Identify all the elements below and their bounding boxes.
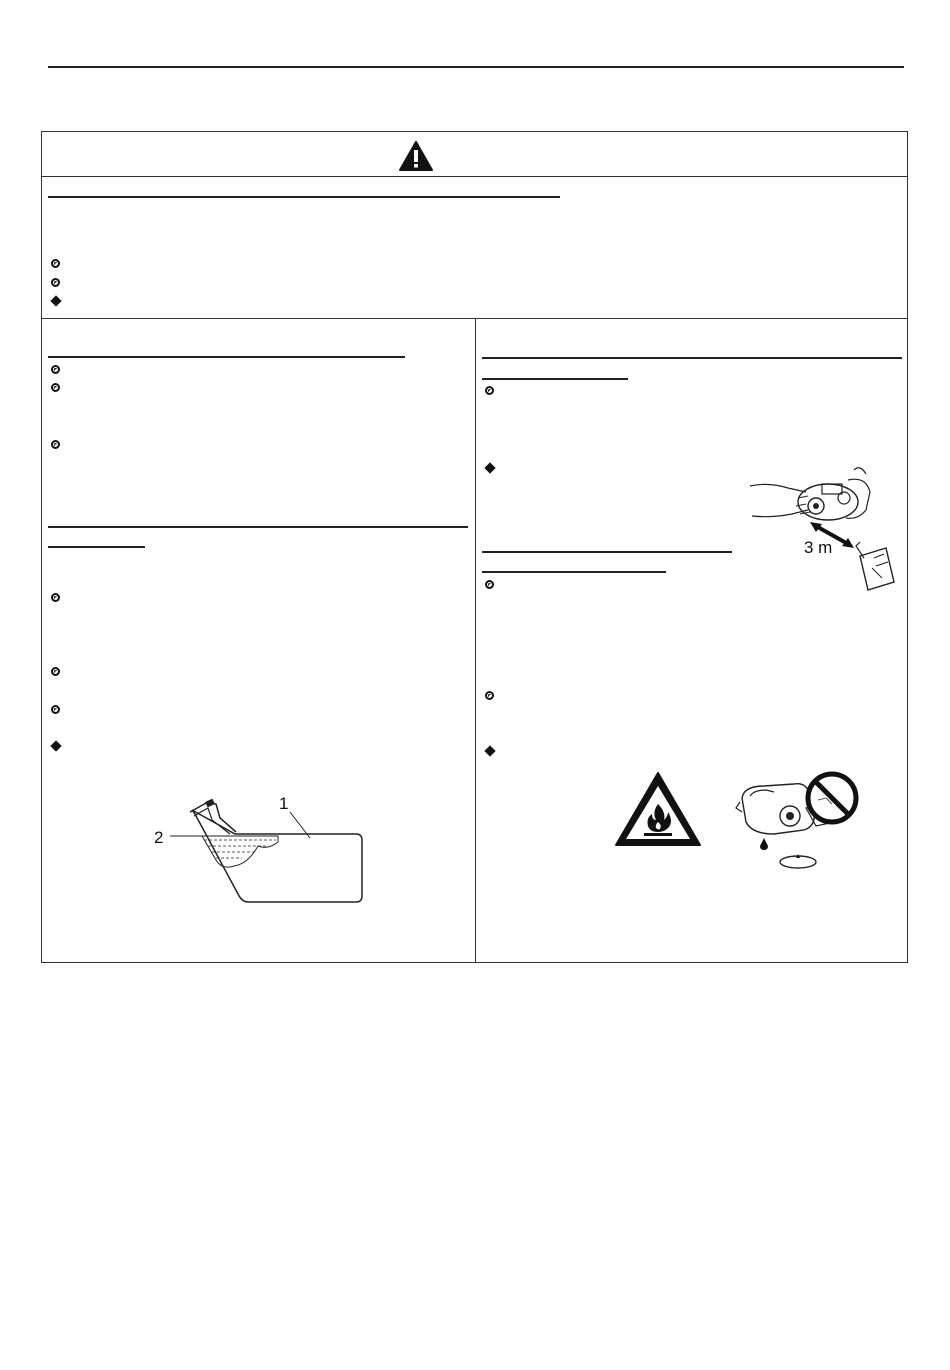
general-heading-rule bbox=[48, 196, 560, 198]
distance-label: 3 m bbox=[804, 538, 833, 557]
circle-bullet-icon bbox=[51, 667, 60, 676]
prohibition-icon bbox=[804, 770, 860, 826]
circle-bullet-icon bbox=[485, 386, 494, 395]
page-top-rule bbox=[48, 66, 904, 68]
circle-bullet-icon bbox=[51, 278, 60, 287]
flammable-warning-icon bbox=[614, 770, 702, 848]
circle-bullet-icon bbox=[485, 580, 494, 589]
tank-label-1: 1 bbox=[279, 794, 289, 813]
circle-bullet-icon bbox=[51, 440, 60, 449]
left-heading-rule-2 bbox=[48, 526, 468, 528]
tank-label-2: 2 bbox=[154, 828, 164, 847]
fuel-tank-diagram bbox=[150, 790, 375, 910]
right-heading-rule-2b bbox=[482, 571, 666, 573]
right-heading-rule-1b bbox=[482, 378, 628, 380]
circle-bullet-icon bbox=[51, 383, 60, 392]
circle-bullet-icon bbox=[51, 705, 60, 714]
warning-triangle-icon bbox=[398, 140, 434, 172]
left-heading-rule-2b bbox=[48, 546, 145, 548]
circle-bullet-icon bbox=[51, 365, 60, 374]
left-heading-rule-1 bbox=[48, 356, 405, 358]
right-heading-rule-1 bbox=[482, 357, 902, 359]
circle-bullet-icon bbox=[485, 691, 494, 700]
circle-bullet-icon bbox=[51, 593, 60, 602]
column-divider bbox=[475, 318, 476, 963]
right-heading-rule-2 bbox=[482, 551, 732, 553]
circle-bullet-icon bbox=[51, 259, 60, 268]
warning-header-divider bbox=[41, 176, 908, 177]
refuel-distance-illustration bbox=[748, 462, 898, 594]
